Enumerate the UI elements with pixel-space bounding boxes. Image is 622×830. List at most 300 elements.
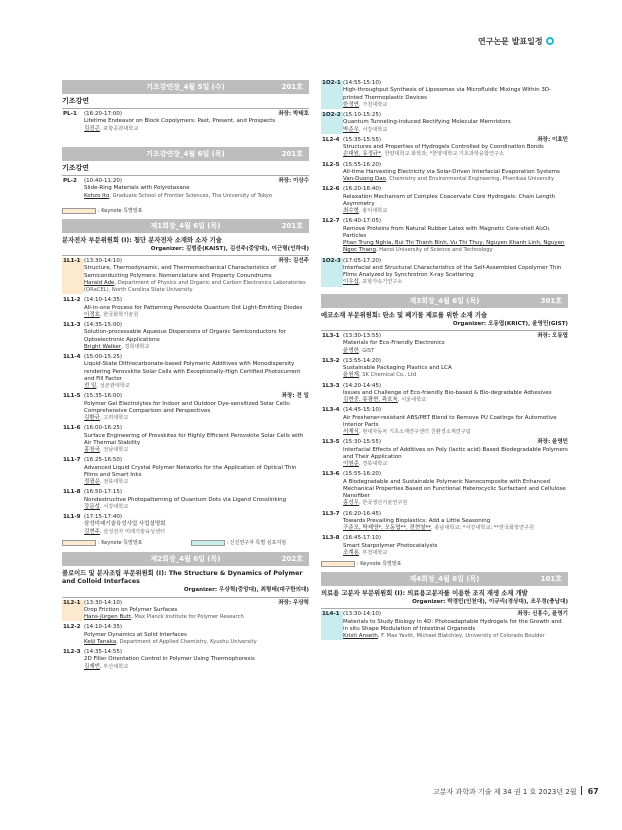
talk-entry [321,136,568,160]
session-block [62,219,309,537]
spacer [62,138,309,147]
talk-author-line [343,176,568,183]
talk-entry [62,110,309,134]
session-date: 제1회장_4월 6일 (목) [150,221,221,230]
page-header [478,37,618,48]
talk-entry [62,296,309,320]
session-chair: 좌장: 윤영민 [537,439,568,446]
divider [62,597,309,598]
talk-title: Air Freshener-resistant ABS/PBT Blend to Remove PU Coatings for Automotive Interior Parts [343,414,557,428]
talk-body [343,383,568,405]
session-chair: 좌장: 신흥수, 윤영기 [517,611,568,618]
talk-title: Liquid-State Dithiocarbonate-based Polymeric Additives with Monodispersity rendering Perovskite Solar Cells with Exceptionally-High Certified Photocurrent and Fill Factor [84,361,301,382]
talk-code: 1L2-7 [322,218,340,225]
talk-title: Quantum Tunneling-induced Rectifying Molecular Memristors [343,119,511,126]
talk-time: (14:45-15:10) [343,407,381,414]
talk-author: 조계용 [343,549,359,556]
talk-body [84,178,309,200]
talk-entry [321,470,568,508]
talk-author-line [343,461,568,468]
talk-entry [321,406,568,437]
talk-author: 윤명한 [343,347,359,354]
talk-time-line [84,354,309,361]
talk-time: (15:35-16:00) [84,393,122,400]
talk-code: PL-1 [63,111,77,118]
talk-time-line [343,258,568,265]
talk-author: Kohzo Ito [84,192,110,199]
session-organizer: Organizer: 오동엽(KRICT), 윤영민(GIST) [452,320,568,327]
legend-keynote-label: : Keynote 특별발표 [98,207,143,214]
talk-affiliation: , 포항가속기연구소 [358,279,403,286]
talk-time: (13:30-14:10) [343,611,381,618]
left-column [62,80,309,672]
talk-author-line [84,193,309,200]
talk-body [343,112,568,134]
talk-time: (15:00-15:25) [84,354,122,361]
talk-entry [62,177,309,201]
talk-author: 김환규 [84,415,100,422]
talk-code: 1L1-7 [63,457,81,464]
talk-code: 1L2-2 [63,624,81,631]
talk-author: 김재빈 [84,663,100,670]
talk-body [343,218,568,254]
talk-affiliation: , 성균관대학교 [96,383,130,390]
talk-author: 이원준 [343,461,359,468]
talk-title: Interfacial and Structural Characteristics of the Self-Assembled Copolymer Thin Films Analyzed by Synchrotron X-ray Scattering [343,264,562,278]
talk-title: All-in-one Process for Patterning Perovskite Quantum Dot Light-Emitting Diodes [84,304,303,311]
talk-code: 1L1-9 [63,514,81,521]
talk-time: (16:20-17:00) [84,111,122,118]
talk-title: Materials to Study Biology in 4D: Photoadaptable Hydrogels for the Growth and in situ Shape Modulation of Intestinal Organoids [343,618,562,632]
talk-title: Polymer Gel Electrolytes for Indoor and Outdoor Dye-sensitized Solar Cells: Comprehensive Comparison and Perspectives [84,400,291,414]
talk-affiliation: , 포항공과대학교 [99,125,139,132]
talk-time: (16:45-17:10) [343,535,381,542]
talk-author-line [343,500,568,507]
talk-author-line [84,479,309,486]
talk-entry [321,610,568,641]
talk-author: Hans-Jürgen Butt [84,614,132,621]
session-chair: 좌장: 이효민 [537,136,568,143]
session-chair: 좌장: 오동엽 [537,333,568,340]
talk-time: (15:55-16:20) [343,471,381,478]
legend-keynote-label: : Keynote 특별발표 [98,539,143,546]
session-room: 301호 [540,296,562,305]
talk-body [84,393,309,422]
talk-code: 1L1-4 [63,354,81,361]
keynote-session [62,80,309,138]
talk-author-line [343,372,568,379]
talk-author-line [343,102,568,109]
session-chair: 좌장: 김선주 [278,258,309,265]
talk-time-line [343,186,568,193]
talk-author-line [84,126,309,133]
talk-entry [62,623,309,647]
session-date: 제2회장_4월 6일 (목) [150,554,221,563]
talk-entry [321,111,568,135]
talk-code: 1L2-4 [322,136,340,143]
talk-entry [62,424,309,455]
talk-author-line [343,633,568,640]
talk-affiliation: , Graduate School of Frontier Sciences, The University of Tokyo [109,192,273,199]
talk-time-line [84,600,309,607]
session-bar [321,572,568,586]
talk-time: (17:05-17:20) [343,257,381,264]
talk-affiliation: , 한국생산기술연구원 [358,500,408,507]
talk-author-line [343,151,568,158]
talk-body [343,137,568,159]
talk-title: 2D Filler Orientation Control in Polymer Using Thermophoresis [84,656,255,663]
talk-time-line [84,111,309,118]
session-title: 에코소재 부문위원회: 탄소 및 폐기물 제로를 위한 소재 기술 [321,311,488,319]
talk-affiliation: , Hanoi University of Science and Technology [375,247,493,254]
talk-author: Van-Duong Dao [343,176,386,182]
talk-title: Drop Friction on Polymer Surfaces [84,606,178,613]
footer-journal: 고분자 과학과 기술 제 34 권 1 호 2023년 2월 [433,788,577,796]
session-title: 분자전자 부문위원회 (I): 첨단 분자전자 소재와 소자 기술 [62,236,222,244]
talk-time-line [84,624,309,631]
session-organizer: Organizer: 김범준(KAIST), 김선주(중앙대), 이근형(인하대) [150,245,309,252]
talk-time: (15:30-15:55) [343,439,381,446]
talk-time-line [343,471,568,478]
talk-title: Materials for Eco-Friendly Electronics [343,340,445,347]
page-number: 67 [587,787,599,796]
talk-time-line [343,511,568,518]
talk-title: Solution-processable Aqueous Dispersions of Organic Semiconductors for Optoelectronic Applications [84,329,286,343]
talk-time: (16:25-16:50) [84,457,122,464]
talk-entry [62,456,309,487]
talk-author: 박준우 [343,126,359,133]
talk-time-line [343,383,568,390]
talk-time: (10:40-11:20) [84,178,122,185]
talk-affiliation: , 한국화학기술원 [99,311,139,318]
legend [62,208,309,215]
talk-author: 홍창국 [84,447,100,454]
talk-affiliation: , 가천대학교 [358,101,388,108]
talk-body [84,297,309,319]
talk-code: 1L1-2 [63,297,81,304]
talk-body [84,111,309,133]
talk-author-line [343,208,568,215]
talk-author-line [343,127,568,134]
talk-entry [321,357,568,381]
talk-title: Advanced Liquid Crystal Polymer Networks for the Application of Optical Thin Films and Smart Inks [84,464,297,478]
talk-entry [62,257,309,295]
session-chair: 좌장: 우상혁 [278,599,309,606]
talk-title: High-throughput Synthesis of Liposomes via Microfluidic Mixings Within 3D-printed Thermoplastic Devices [343,87,552,101]
session-organizer: Organizer: 우상혁(중앙대), 최형태(대구한의대) [183,587,309,594]
talk-title: A Biodegradable and Sustainable Polymeric Nanocomposite with Enhanced Mechanical Properties Based on Functional Heterocyclic Surfactant and Cellulose Nanofiber [343,478,566,500]
talk-affiliation: , 부산대학교 [99,663,129,670]
talk-body [343,611,568,640]
talk-code: 1L3-3 [322,382,340,389]
talk-time: (15:55-16:20) [343,161,381,168]
talk-author-line [84,504,309,511]
talk-affiliation: , 충남대학교; *서강대학교; **한국화학연구원 [431,525,535,532]
talk-code: 1O2-1 [321,80,343,109]
talk-affiliation: , 경북대학교 [358,461,388,468]
talk-author: 최수형 [343,208,359,214]
talk-entry [321,382,568,406]
session-title: 기조강연 [62,163,90,172]
talk-title: Lifetime Endeavor on Block Copolymers: Past, Present, and Prospects [84,118,276,125]
talk-entry [62,599,309,623]
talk-body [343,358,568,380]
talk-code: 1L3-5 [322,439,340,446]
talk-author: 손대원, 유정규* [343,151,382,158]
talk-time-line [343,137,568,144]
talk-body [84,322,309,351]
talk-title: All-time Harvesting Electricity via Solar-Driven Interfacial Evaporation Systems [343,168,560,175]
session-room: 201호 [281,221,303,230]
session-room: 201호 [281,83,303,91]
talk-time: (15:35-15:55) [343,136,381,143]
talk-author: 김현주 [84,528,100,535]
talk-affiliation: , 삼성전자 미래기술육성센터 [99,528,166,535]
talk-entry [321,438,568,469]
talk-time-line [84,178,309,185]
talk-body [343,333,568,355]
circle-icon [546,37,554,45]
session-block [321,294,568,559]
talk-code: 1L2-5 [322,161,340,168]
session-chair: 좌장: 이상수 [278,178,309,185]
talk-body [84,457,309,486]
talk-affiliation: , Max Planck Institute for Polymer Research [131,614,244,621]
talk-title: Structures and Properties of Hydrogels Controlled by Coordination Bonds [343,144,544,150]
talk-body [84,649,309,671]
talk-time: (13:55-14:20) [343,357,381,364]
session-title: 기조강연 [62,97,90,105]
session-room: 202호 [281,554,303,563]
session-room: 201호 [281,149,303,158]
talk-body [343,80,568,109]
talk-author: Harald Ade [84,279,115,286]
legend [62,540,309,547]
session-bar [62,147,309,161]
talk-code: 1L3-2 [322,357,340,364]
talk-author: 정광운 [84,479,100,486]
session-bar [62,80,309,94]
talk-code: 1O2-2 [321,112,343,134]
talk-time-line [84,297,309,304]
talk-time-line [84,393,309,400]
talk-body [84,354,309,390]
divider [62,255,309,256]
talk-author: 강문성 [84,503,100,510]
session-chair: 좌장: 박태호 [278,111,309,118]
talk-time: (14:35-14:55) [84,649,122,656]
talk-entry [321,185,568,216]
talk-time: (14:20-14:45) [343,382,381,389]
talk-title: Towards Prevailing Bioplastics: Add a Little Seasoning [343,517,491,524]
talk-affiliation: , Department of Physics and Organic and Carbon Electronics Laboratories (ORaCEL), North Carolina State University [84,279,306,294]
divider [321,330,568,331]
talk-code: 1L1-3 [63,322,81,329]
page-header-title: 연구논문 발표일정 [478,37,543,46]
talk-body [343,258,568,287]
talk-time-line [343,358,568,365]
talk-time: (16:40-17:05) [343,218,381,225]
talk-author-line [343,397,568,404]
legend-swatch-keynote [321,561,355,567]
talk-author: 이정호 [84,311,100,318]
talk-author: 이우섭 [343,279,359,286]
talk-time: (16:20-16:45) [343,510,381,517]
talk-entry [62,321,309,352]
talk-affiliation: , GIST [358,347,375,354]
talk-title: Polymer Dynamics at Solid Interfaces [84,631,187,638]
talk-title: Sustainable Packaging Plastics and LCA [343,365,452,372]
talk-author: 전 일 [84,383,97,390]
talk-code: 1L3-6 [322,471,340,478]
talk-title: Nondestructive Photopatterning of Quantum Dots via Ligand Crosslinking [84,496,287,503]
legend [321,561,568,568]
session-title: 의료용 고분자 부문위원회 (I): 의료용고분자를 이용한 조직 재생 소재 개발 [321,589,528,597]
page-footer [433,786,599,798]
talk-body [343,511,568,533]
talk-code: 1L2-3 [63,649,81,656]
talk-body [343,535,568,557]
talk-affiliation: , 한양대학교 화학과; *한양대학교 기초과학융합연구소 [381,151,504,158]
talk-author: 구준모, 박제영*, 오동엽**, 전현열** [343,525,431,532]
talk-body [343,162,568,184]
talk-author: Keiji Tanaka [84,638,117,645]
talk-entry [62,353,309,391]
legend-keynote-label: : Keynote 특별발표 [357,561,402,568]
talk-title: Slide-Ring Materials with Polyrotaxane [84,185,190,192]
talk-time-line [84,457,309,464]
talk-time-line [343,407,568,414]
talk-time: (13:30-13:55) [343,333,381,340]
talk-title: Remove Proteins from Natural Rubber Latex with Magnetic Core-shell Al₂O₃ Particles [343,225,550,239]
talk-author-line [84,383,309,390]
talk-author: Phan Trung Nghia, Bui Thi Thanh Binh, Vu Thi Thuy, Nguyen Khanh Linh, Nguyen Ngoc Thang [343,240,565,254]
talk-body [343,471,568,507]
divider [62,175,309,176]
talk-entry [62,488,309,512]
talk-author-line [84,415,309,422]
talk-author: 홍성우 [343,500,359,507]
talk-code: 1L1-6 [63,425,81,432]
legend-young-label: : 신진연구자 특별 심포지엄 [226,539,287,546]
talk-affiliation: , 홍익대학교 [358,208,388,214]
talk-body [84,258,309,294]
talk-author-line [84,447,309,454]
session-title: 콜로이드 및 분자조립 부문위원회 (I): The Structure & Dynamics of Polymer and Colloid Interfaces [62,569,303,585]
talk-code: 1L2-1 [62,600,84,622]
session-block [62,552,309,672]
session-date: 제4회장_4월 6일 (목) [409,574,480,583]
talk-affiliation: , 전남대학교 [99,447,129,454]
talk-affiliation: , 서울대학교 [397,397,427,404]
talk-author: 김현중, 류광현, 곽호욱 [343,397,398,404]
talk-author-line [343,525,568,532]
talk-time-line [343,218,568,225]
talk-author-line [343,550,568,557]
talk-body [343,186,568,215]
talk-time: (14:35-15:00) [84,322,122,329]
talk-affiliation: , 경희대학교 [121,343,150,350]
talk-time: (16:20-16:40) [343,186,381,193]
talk-body [343,439,568,468]
talk-code: 1L2-6 [322,186,340,193]
talk-author: Kristi Anseth [343,633,378,640]
talk-affiliation: , 현대자동차 기초소재연구센터 친환경소재연구팀 [358,429,471,436]
talk-affiliation: , F. Max Yavitt, Michael Blatchley, University of Colorado Boulder [377,633,545,640]
talk-body [84,624,309,646]
talk-code: PL-2 [63,178,77,185]
talk-time-line [343,439,568,446]
talk-author-line [343,348,568,355]
talk-entry [321,257,568,288]
talk-code: 1L1-1 [62,258,84,294]
session-room: 101호 [540,574,562,583]
talk-body [84,489,309,511]
talk-author-line [84,312,309,319]
talk-title: Surface Engineering of Provskites for Highly Efficient Perovskite Solar Cells with Air Thermal Stability [84,432,304,446]
talk-author: 윤원재 [343,372,359,379]
divider [321,608,568,609]
talk-code: 1L3-7 [322,510,340,517]
session-organizer: Organizer: 박경민(인천대), 이규리(경상대), 조우정(충남대) [412,599,568,606]
talk-author: 한정연 [343,101,359,108]
right-column [321,78,568,641]
talk-author-line [84,344,309,351]
divider [62,108,309,109]
talk-time-line [84,489,309,496]
talk-author-line [84,614,309,621]
talk-affiliation: , Department of Applied Chemistry, Kyushu University [116,638,257,645]
talk-time-line [84,322,309,329]
talk-author-line [84,529,309,536]
talk-affiliation: , SK Chemical Co., Ltd [358,372,417,379]
talk-time-line [84,258,309,265]
keynote-session [62,147,309,205]
session-date: 기조강연장_4월 6일 (목) [146,149,225,158]
talk-time-line [84,649,309,656]
talk-code: 1L4-1 [321,611,343,640]
talk-time-line [343,535,568,542]
talk-time: (16:50-17:15) [84,489,122,496]
talk-code: 1L3-8 [322,535,340,542]
talk-time-line [343,611,568,618]
talk-author: 김진곤 [84,125,100,132]
talk-affiliation: , 서강대학교 [358,126,388,133]
session-bar [321,294,568,308]
talk-entry [62,648,309,672]
legend-swatch-keynote [62,208,96,214]
talk-time-line [343,333,568,340]
talk-entry [321,332,568,356]
talk-code: 1L1-5 [63,393,81,400]
talk-author-line [84,639,309,646]
talk-title: Smart Starpolymer Photocatalysts [343,542,438,549]
legend-swatch-young [191,540,225,546]
talk-time: (13:30-14:10) [84,599,122,606]
talk-code: 1L3-4 [322,407,340,414]
talk-time: (15:10-15:25) [343,112,381,118]
talk-title: Structure, Thermodynamic, and Thermomechanical Characteristics of Semiconducting Polymers: Nomenclature and Property Conundrums [84,265,276,279]
talk-time: (16:00-16:25) [84,425,122,432]
talk-entry [321,161,568,185]
talk-affiliation: , 전북대학교 [99,479,129,486]
talk-entry [321,534,568,558]
talk-author-line [84,664,309,671]
talk-affiliation: , 서강대학교 [99,503,129,510]
talk-body [343,407,568,436]
talk-author-line [343,429,568,436]
talk-time: (14:55-15:10) [343,80,381,86]
